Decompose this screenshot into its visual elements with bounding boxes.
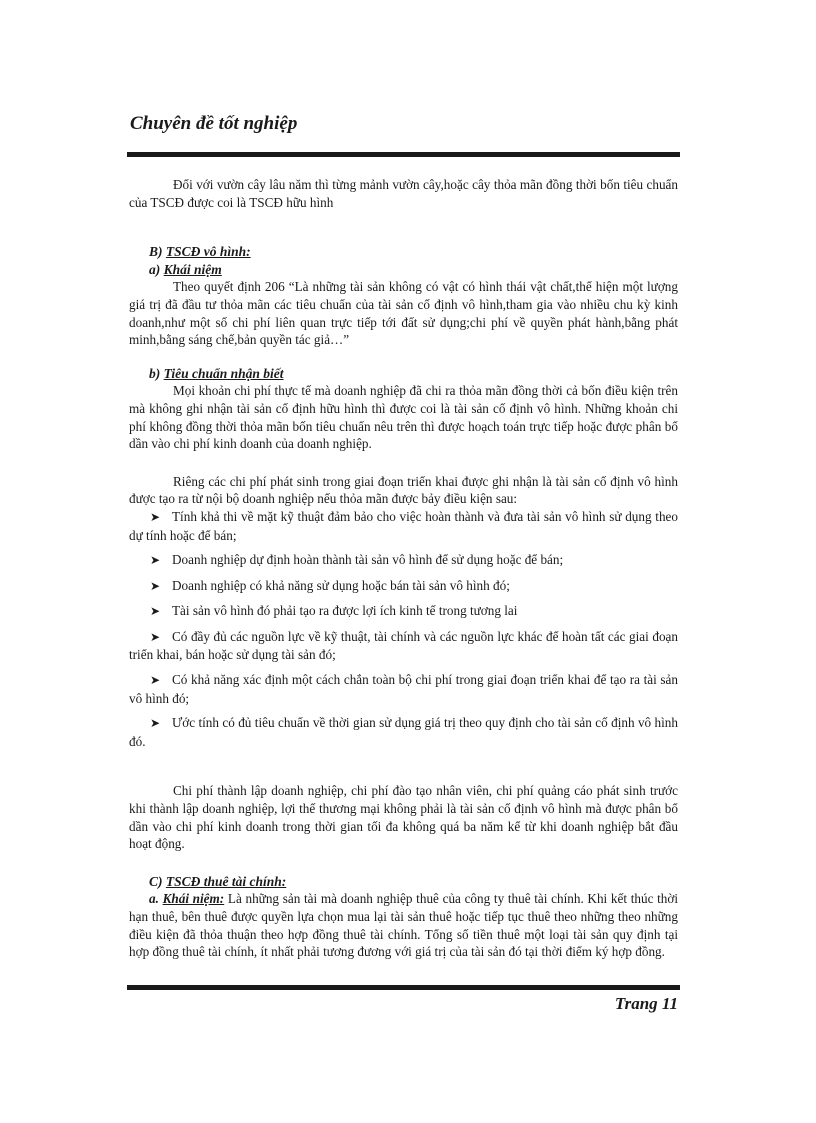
section-c-heading [149,873,678,891]
definition-paragraph: Theo quyết định 206 “Là những tài sản không có vật có hình thái vật chất,thể hiện một lượng giá trị đã đầu tư thỏa mãn các tiêu chuẩn của tài sản cố định vô hình,tham gia vào nhiều chu kỳ kinh doanh,như một số chi phí liên quan trực tiếp tới đất sử dụng;chi phí về quyền phát hành,bằng phát minh,bằng sáng chế,bản quyền tác giả…” [129,279,678,348]
arrowhead-bullet-icon: ➤ [150,716,161,731]
arrowhead-bullet-icon: ➤ [150,629,161,644]
list-item: ➤ Tài sản vô hình đó phải tạo ra được lợi ích kinh tế trong tương lai [129,602,678,621]
section-b-b-title: Tiêu chuẩn nhận biết [163,365,284,381]
development-paragraph: Riêng các chi phí phát sinh trong giai đoạn triển khai được ghi nhận là tài sản cố định vô hình được tạo ra từ nội bộ doanh nghiệp nếu thỏa mãn được bảy điều kiện sau: [129,473,678,507]
section-b-a-heading [149,261,678,279]
footer-rule [127,985,680,990]
section-c-letter: C) [149,873,163,889]
section-b-b-heading [149,365,678,383]
establishment-costs-paragraph: Chi phí thành lập doanh nghiệp, chi phí đào tạo nhân viên, chi phí quảng cáo phát sinh trước khi thành lập doanh nghiệp, lợi thế thương mại không phải là tài sản cố định vô hình mà được phân bổ dần vào chi phí kinh doanh trong thời gian tối đa không quá ba năm kể từ khi doanh nghiệp bắt đầu hoạt động. [129,783,678,852]
section-b-b-letter: b) [149,365,161,381]
section-b-heading [149,243,678,261]
arrowhead-bullet-icon: ➤ [150,578,161,593]
arrowhead-bullet-icon: ➤ [150,604,161,619]
list-item: ➤ Ước tính có đủ tiêu chuẩn về thời gian sử dụng giá trị theo quy định cho tài sản cố định vô hình đó. [129,715,678,749]
section-b-a-title: Khái niệm [163,261,222,277]
section-b-letter: B) [149,244,163,260]
header-rule [127,152,680,157]
page-number: Trang 11 [614,994,678,1013]
section-c-a-text: Là những sản tài mà doanh nghiệp thuê của công ty thuê tài chính. Khi kết thúc thời hạn thuê, bên thuê được quyền lựa chọn mua lại tài sản thuê hoặc tiếp tục thuê theo những theo những điều kiện đã thỏa thuận theo hợp đồng thuê tài chính. Tổng số tiền thuê một loại tài sản quy định tại hợp đồng thuê tài chính, ít nhất phải tương đương với giá trị của tài sản đó tại thời điểm ký hợp đồng. [129,891,679,960]
intro-paragraph: Đối với vườn cây lâu năm thì từng mảnh vườn cây,hoặc cây thỏa mãn đồng thời bốn tiêu chuẩn của TSCĐ được coi là TSCĐ hữu hình [129,177,678,210]
list-item: ➤ Doanh nghiệp có khả năng sử dụng hoặc bán tài sản vô hình đó; [129,577,678,596]
arrowhead-bullet-icon: ➤ [150,553,161,568]
section-b-title: TSCĐ vô hình: [165,244,251,260]
page-header-title: Chuyên đề tốt nghiệp [130,113,298,134]
arrowhead-bullet-icon: ➤ [150,509,161,524]
list-item: ➤ Có đầy đủ các nguồn lực về kỹ thuật, tài chính và các nguồn lực khác để hoàn tất các giai đoạn triển khai, bán hoặc sử dụng tài sản đó; [129,628,678,663]
section-b-a-letter: a) [149,261,161,277]
document-body [129,176,678,961]
list-item: ➤ Tính khả thi về mặt kỹ thuật đảm bảo cho việc hoàn thành và đưa tài sản vô hình sử dụng theo dự tính hoặc để bán; [129,508,678,543]
list-item: ➤ Có khả năng xác định một cách chắn toàn bộ chi phí trong giai đoạn triển khai để tạo ra tài sản vô hình đó; [129,672,678,706]
criteria-paragraph: Mọi khoản chi phí thực tế mà doanh nghiệp đã chi ra thỏa mãn đồng thời cả bốn điều kiện trên mà không ghi nhận tài sản cố định hữu hình thì được coi là tài sản cố định vô hình. Những khoản chi phí không đồng thời thỏa mãn bốn tiêu chuẩn nêu trên thì được hoạch toán trực tiếp hoặc được phân bổ dần vào chi phí kinh doanh của doanh nghiệp. [129,383,678,452]
list-item: ➤ Doanh nghiệp dự định hoàn thành tài sản vô hình để sử dụng hoặc để bán; [129,551,678,570]
section-c-a-label: a. Khái niệm: [149,891,225,907]
section-c-title: TSCĐ thuê tài chính: [165,873,287,889]
arrowhead-bullet-icon: ➤ [150,673,161,688]
finance-lease-paragraph [129,890,678,960]
